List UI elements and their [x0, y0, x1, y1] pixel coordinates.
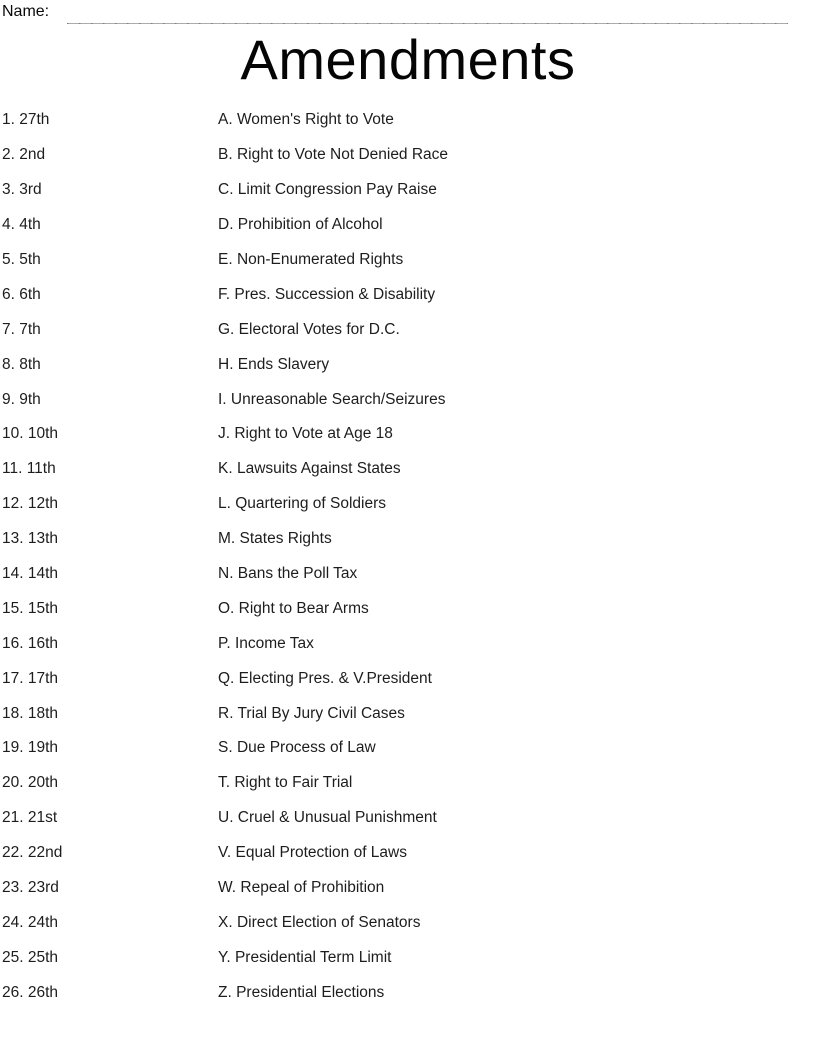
matching-row: [0, 940, 816, 975]
matching-row: [0, 801, 816, 836]
amendment-number-label: 11. 11th: [2, 460, 56, 478]
amendment-number-label: 6. 6th: [2, 285, 41, 303]
amendment-description-label: R. Trial By Jury Civil Cases: [218, 704, 405, 722]
matching-row: [0, 208, 816, 243]
amendment-description-label: U. Cruel & Unusual Punishment: [218, 809, 437, 827]
matching-row: [0, 661, 816, 696]
amendment-number-label: 3. 3rd: [2, 181, 42, 199]
page-title: Amendments: [240, 28, 576, 91]
amendment-number-label: 10. 10th: [2, 425, 59, 443]
matching-row: [0, 243, 816, 278]
matching-row: [0, 347, 816, 382]
amendment-number-label: 23. 23rd: [2, 879, 59, 897]
matching-row: [0, 626, 816, 661]
amendment-number-label: 18. 18th: [2, 704, 59, 722]
matching-list: [0, 103, 816, 1010]
matching-row: [0, 452, 816, 487]
name-label: Name:: [2, 3, 50, 20]
matching-row: [0, 975, 816, 1010]
amendment-number-label: 4. 4th: [2, 216, 41, 234]
name-row: [2, 2, 786, 24]
amendment-description-label: Z. Presidential Elections: [218, 983, 385, 1001]
matching-row: [0, 522, 816, 557]
amendment-number-label: 1. 27th: [2, 111, 50, 129]
amendment-number-label: 8. 8th: [2, 355, 41, 373]
amendment-number-label: 22. 22nd: [2, 844, 63, 862]
amendment-description-label: B. Right to Vote Not Denied Race: [218, 146, 449, 164]
amendment-description-label: A. Women's Right to Vote: [218, 111, 394, 129]
matching-row: [0, 103, 816, 138]
amendment-number-label: 14. 14th: [2, 565, 59, 583]
amendment-number-label: 12. 12th: [2, 495, 59, 513]
amendment-description-label: N. Bans the Poll Tax: [218, 565, 358, 583]
name-blank-line[interactable]: [67, 22, 788, 24]
amendment-number-label: 20. 20th: [2, 774, 59, 792]
amendment-description-label: D. Prohibition of Alcohol: [218, 216, 383, 234]
matching-row: [0, 836, 816, 871]
matching-row: [0, 696, 816, 731]
amendment-number-label: 9. 9th: [2, 390, 41, 408]
amendment-description-label: K. Lawsuits Against States: [218, 460, 401, 478]
amendment-description-label: W. Repeal of Prohibition: [218, 879, 385, 897]
amendment-description-label: C. Limit Congression Pay Raise: [218, 181, 437, 199]
amendment-description-label: O. Right to Bear Arms: [218, 599, 369, 617]
amendment-number-label: 21. 21st: [2, 809, 58, 827]
amendment-number-label: 2. 2nd: [2, 146, 46, 164]
matching-row: [0, 871, 816, 906]
matching-row: [0, 312, 816, 347]
amendment-description-label: P. Income Tax: [218, 634, 314, 652]
amendment-number-label: 5. 5th: [2, 251, 41, 268]
matching-row: [0, 417, 816, 452]
amendment-description-label: T. Right to Fair Trial: [218, 774, 353, 792]
amendment-number-label: 16. 16th: [2, 634, 59, 652]
amendment-number-label: 17. 17th: [2, 669, 59, 687]
amendment-description-label: Q. Electing Pres. & V.President: [218, 669, 432, 687]
amendment-description-label: F. Pres. Succession & Disability: [218, 285, 436, 303]
amendment-number-label: 25. 25th: [2, 948, 59, 966]
matching-row: [0, 487, 816, 522]
amendment-description-label: E. Non-Enumerated Rights: [218, 251, 404, 268]
amendment-number-label: 19. 19th: [2, 739, 59, 757]
amendment-number-label: 13. 13th: [2, 530, 59, 548]
amendment-number-label: 15. 15th: [2, 599, 59, 617]
amendment-description-label: J. Right to Vote at Age 18: [218, 425, 393, 443]
amendment-description-label: I. Unreasonable Search/Seizures: [218, 390, 446, 408]
amendment-description-label: V. Equal Protection of Laws: [218, 844, 407, 862]
matching-row: [0, 173, 816, 208]
matching-row: [0, 766, 816, 801]
amendment-description-label: X. Direct Election of Senators: [218, 913, 421, 931]
matching-row: [0, 905, 816, 940]
matching-row: [0, 591, 816, 626]
matching-row: [0, 557, 816, 592]
matching-row: [0, 731, 816, 766]
matching-row: [0, 277, 816, 312]
matching-row: [0, 138, 816, 173]
amendment-description-label: L. Quartering of Soldiers: [218, 495, 387, 513]
amendment-number-label: 7. 7th: [2, 320, 41, 338]
amendment-number-label: 24. 24th: [2, 913, 59, 931]
amendment-description-label: H. Ends Slavery: [218, 355, 330, 373]
amendment-description-label: M. States Rights: [218, 530, 332, 548]
amendment-number-label: 26. 26th: [2, 983, 59, 1001]
amendment-description-label: G. Electoral Votes for D.C.: [218, 320, 400, 338]
amendment-description-label: Y. Presidential Term Limit: [218, 948, 392, 966]
amendment-description-label: S. Due Process of Law: [218, 739, 376, 757]
matching-row: [0, 382, 816, 417]
